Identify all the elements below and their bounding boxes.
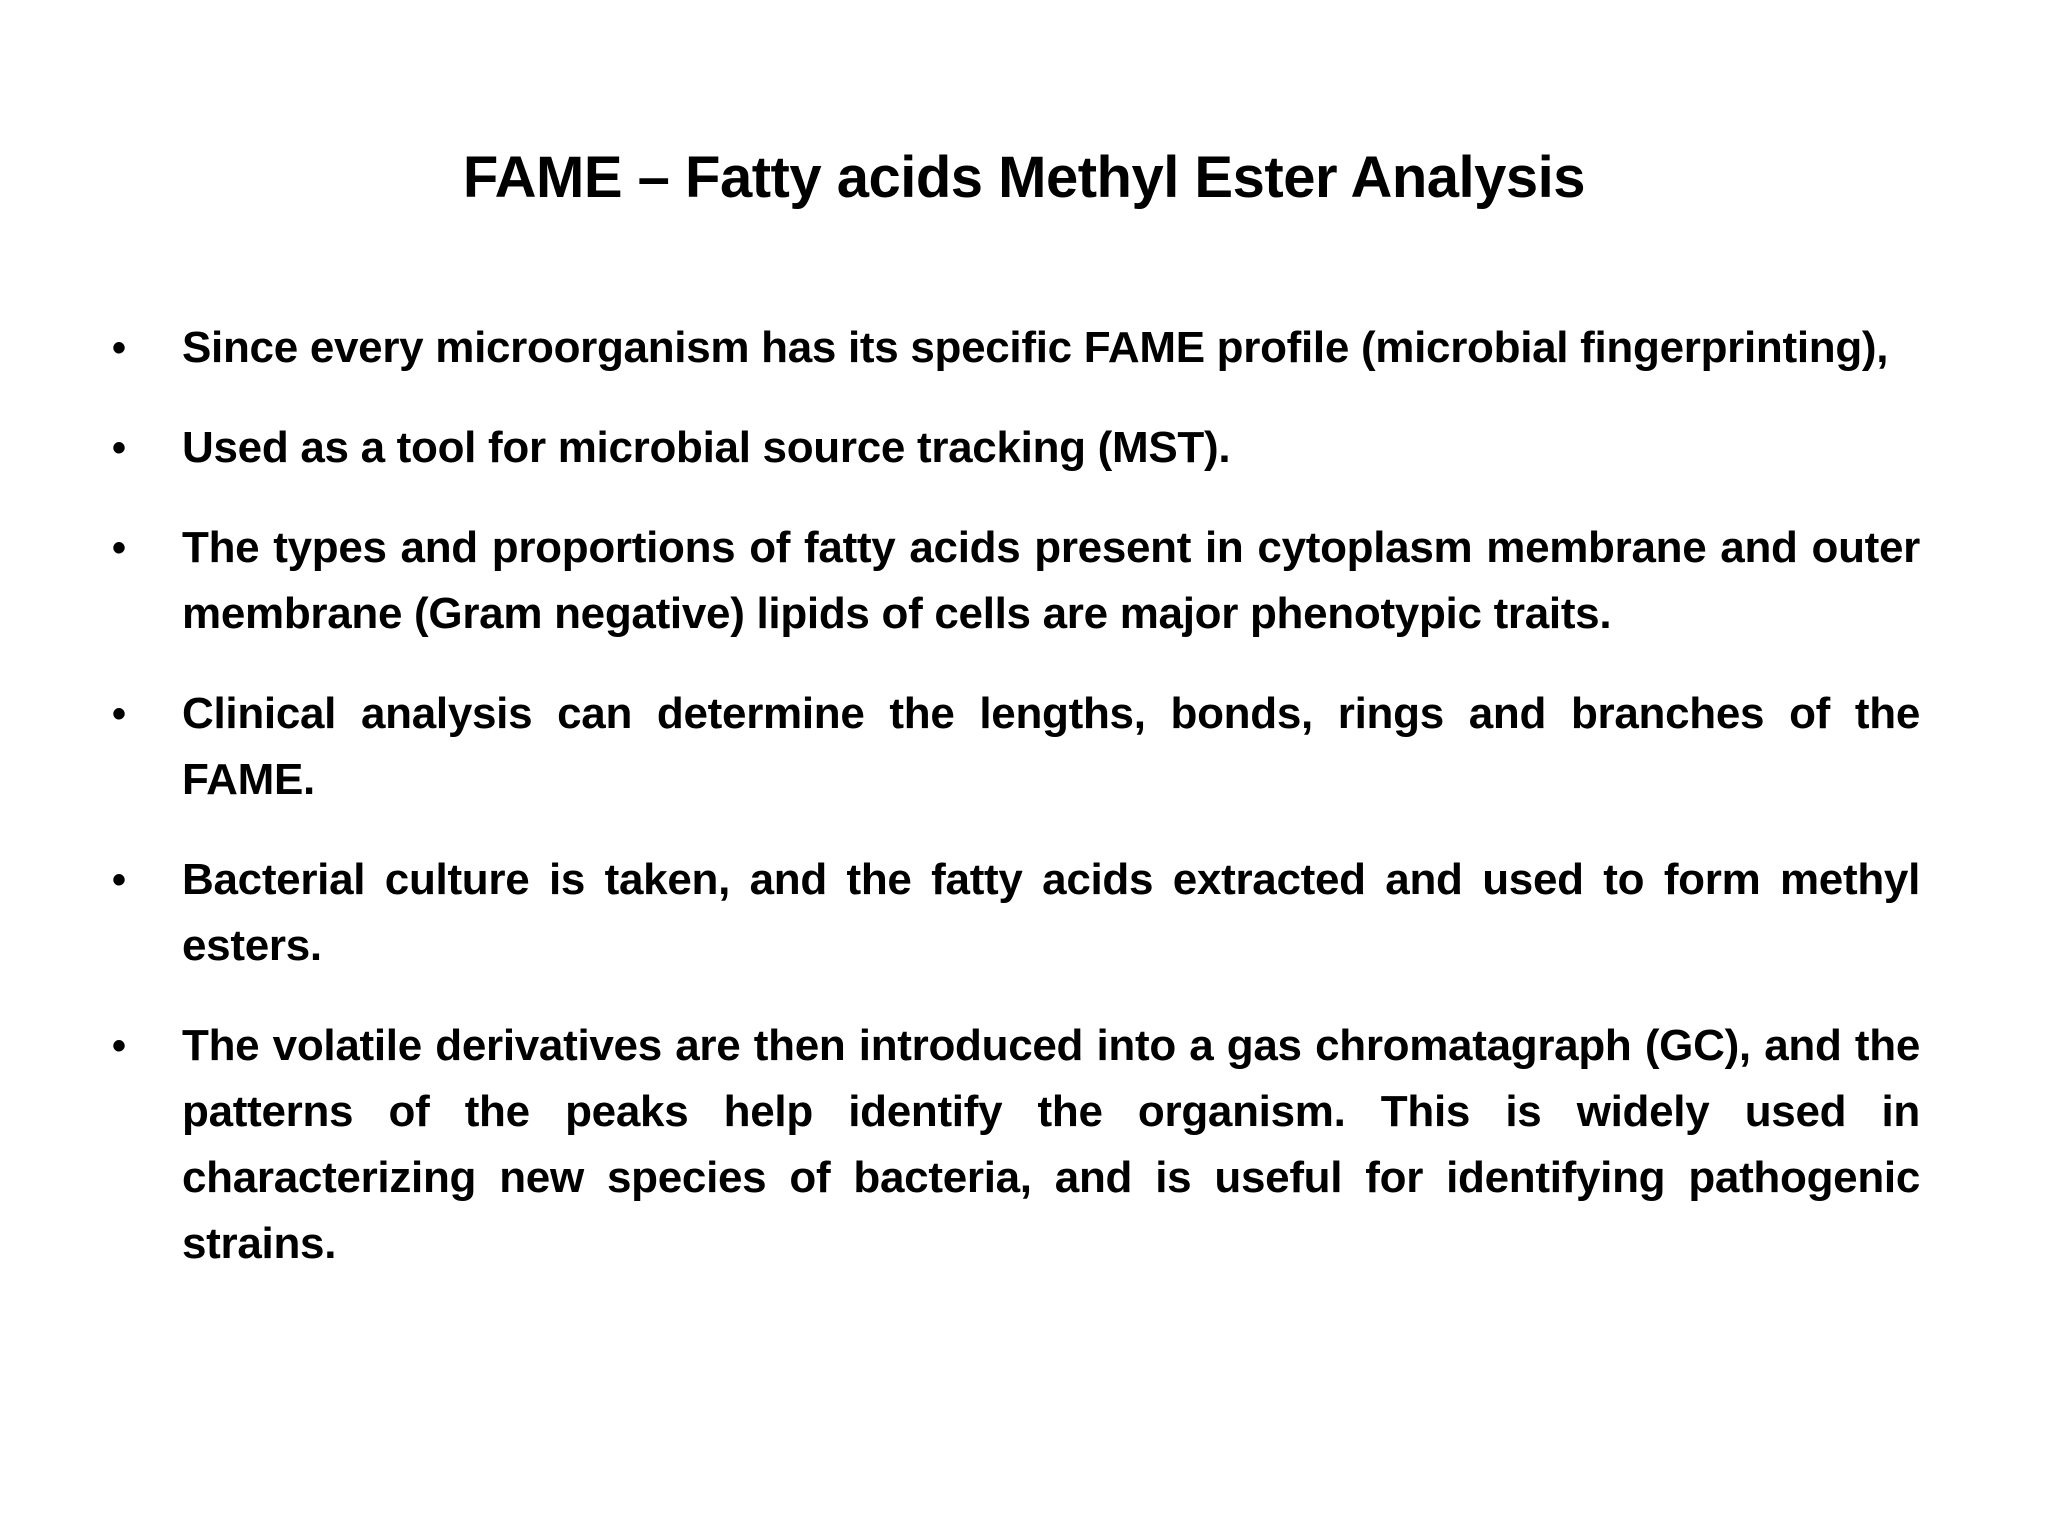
bullet-item — [110, 847, 1920, 979]
bullet-icon: • — [112, 426, 126, 470]
bullet-text: Since every microorganism has its specific FAME profile (microbial fingerprinting), — [182, 323, 1889, 372]
bullet-text: Bacterial culture is taken, and the fatty acids extracted and used to form methyl esters. — [182, 855, 1920, 970]
bullet-icon: • — [112, 1024, 126, 1068]
bullet-icon: • — [112, 526, 126, 570]
bullet-text: Used as a tool for microbial source tracking (MST). — [182, 423, 1231, 472]
bullet-list — [110, 315, 1920, 1311]
bullet-item — [110, 1013, 1920, 1277]
bullet-item — [110, 415, 1920, 481]
bullet-icon: • — [112, 858, 126, 902]
bullet-item — [110, 515, 1920, 647]
bullet-item — [110, 681, 1920, 813]
bullet-text: The volatile derivatives are then introduced into a gas chromatagraph (GC), and the patterns of the peaks help identify the organism. This is widely used in characterizing new species of bacteria, and is useful for identifying pathogenic strains. — [182, 1021, 1920, 1268]
bullet-item — [110, 315, 1920, 381]
slide-title: FAME – Fatty acids Methyl Ester Analysis — [462, 145, 1586, 210]
bullet-text: The types and proportions of fatty acids present in cytoplasm membrane and outer membrane (Gram negative) lipids of cells are major phenotypic traits. — [182, 523, 1920, 638]
bullet-icon: • — [112, 692, 126, 736]
bullet-text: Clinical analysis can determine the lengths, bonds, rings and branches of the FAME. — [182, 689, 1920, 804]
bullet-icon: • — [112, 326, 126, 370]
